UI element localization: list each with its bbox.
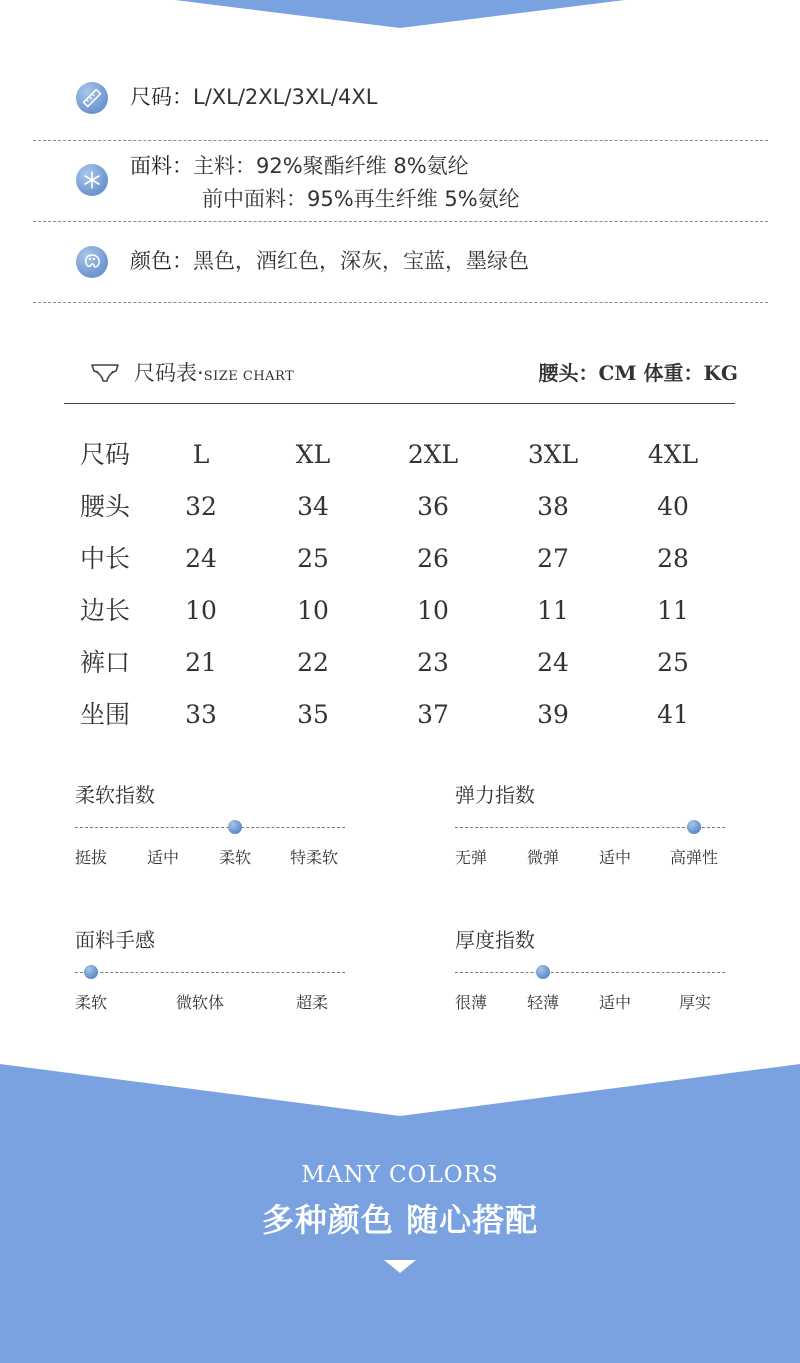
size-info-row: [76, 82, 377, 114]
fabric-main: 主料：92%聚酯纤维 8%氨纶: [193, 154, 469, 178]
size-key: 尺码：: [130, 85, 193, 109]
table-cell: 10: [297, 596, 329, 625]
divider: [33, 140, 768, 141]
meter-indicator: [84, 965, 98, 979]
meter-label: 微软体: [176, 993, 225, 1012]
palette-icon: [76, 246, 108, 278]
table-cell: 26: [417, 544, 449, 573]
table-cell: 25: [297, 544, 329, 573]
table-header-cell: 4XL: [647, 440, 699, 469]
meter-label: 超柔: [296, 993, 329, 1012]
color-value: 黑色，酒红色，深灰，宝蓝，墨绿色: [193, 249, 529, 273]
meter-title: 面料手感: [75, 928, 155, 952]
table-cell: 23: [417, 648, 449, 677]
meter-track: [455, 972, 725, 973]
table-row: [80, 586, 740, 638]
meter-track: [455, 827, 725, 828]
table-cell: 10: [185, 596, 217, 625]
color-info-row: [76, 246, 529, 278]
meter-label: 特柔软: [290, 848, 339, 867]
divider: [33, 221, 768, 222]
table-cell: 34: [297, 492, 329, 521]
banner-title: 多种颜色 随心搭配: [261, 1201, 539, 1239]
table-cell: 10: [417, 596, 449, 625]
meter-label: 微弹: [527, 848, 560, 867]
meter-label: 柔软: [219, 848, 252, 867]
meter-label: 柔软: [75, 993, 108, 1012]
table-cell: 32: [185, 492, 217, 521]
table-header-cell: XL: [295, 440, 331, 469]
chevron-down-icon: [384, 1260, 416, 1274]
table-header-cell: 尺码: [80, 440, 131, 469]
table-row: [80, 482, 740, 534]
hand-feel-meter: [75, 925, 345, 1025]
meter-label: 很薄: [455, 993, 488, 1012]
table-row: [80, 638, 740, 690]
size-chart-title-en: SIZE CHART: [203, 369, 295, 384]
table-cell: 39: [537, 700, 569, 729]
size-chart-units: 腰头：CM 体重：KG: [538, 361, 738, 385]
meter-label: 适中: [147, 848, 180, 867]
meter-indicator: [536, 965, 550, 979]
elasticity-meter: [455, 780, 725, 880]
table-cell: 27: [537, 544, 569, 573]
snowflake-icon: [76, 164, 108, 196]
table-header-row: [80, 430, 740, 482]
table-cell: 35: [297, 700, 329, 729]
table-cell: 边长: [80, 596, 131, 625]
softness-meter: [75, 780, 345, 880]
table-cell: 36: [417, 492, 449, 521]
table-cell: 25: [657, 648, 689, 677]
table-cell: 28: [657, 544, 689, 573]
size-value: L/XL/2XL/3XL/4XL: [193, 85, 378, 109]
fabric-key: 面料：: [130, 154, 193, 178]
meter-indicator: [228, 820, 242, 834]
table-cell: 11: [657, 596, 689, 625]
thickness-meter: [455, 925, 725, 1025]
table-header-cell: 3XL: [527, 440, 579, 469]
color-key: 颜色：: [130, 249, 193, 273]
meter-label: 适中: [599, 993, 632, 1012]
fabric-info-row: [76, 150, 520, 216]
size-chart-header: [90, 358, 738, 390]
table-cell: 22: [297, 648, 329, 677]
table-header-cell: L: [192, 440, 210, 469]
size-chart-title: 尺码表·: [134, 361, 204, 385]
table-cell: 11: [537, 596, 569, 625]
meter-label: 挺拔: [75, 848, 108, 867]
top-banner: [0, 0, 800, 30]
divider: [33, 302, 768, 303]
table-row: [80, 534, 740, 586]
table-cell: 中长: [80, 544, 131, 573]
table-header-cell: 2XL: [407, 440, 459, 469]
table-cell: 24: [537, 648, 569, 677]
meter-label: 无弹: [455, 848, 488, 867]
underwear-icon: [90, 362, 120, 384]
table-cell: 41: [657, 700, 689, 729]
table-cell: 24: [185, 544, 217, 573]
table-cell: 40: [657, 492, 689, 521]
meter-indicator: [687, 820, 701, 834]
table-cell: 21: [185, 648, 217, 677]
meter-title: 弹力指数: [455, 783, 535, 807]
table-cell: 裤口: [80, 648, 131, 677]
meter-label: 轻薄: [527, 993, 560, 1012]
table-cell: 腰头: [80, 492, 131, 521]
fabric-front: 前中面料：95%再生纤维 5%氨纶: [202, 187, 520, 211]
meter-track: [75, 827, 345, 828]
table-cell: 38: [537, 492, 569, 521]
meter-label: 适中: [599, 848, 632, 867]
meter-track: [75, 972, 345, 973]
banner-subtitle: MANY COLORS: [301, 1162, 499, 1188]
chart-rule: [64, 403, 735, 404]
table-cell: 33: [185, 700, 217, 729]
meter-label: 厚实: [679, 993, 712, 1012]
meter-title: 柔软指数: [75, 783, 155, 807]
meter-title: 厚度指数: [455, 928, 535, 952]
table-cell: 坐围: [80, 700, 131, 729]
table-row: [80, 690, 740, 742]
table-cell: 37: [417, 700, 449, 729]
meter-label: 高弹性: [670, 848, 719, 867]
ruler-icon: [76, 82, 108, 114]
